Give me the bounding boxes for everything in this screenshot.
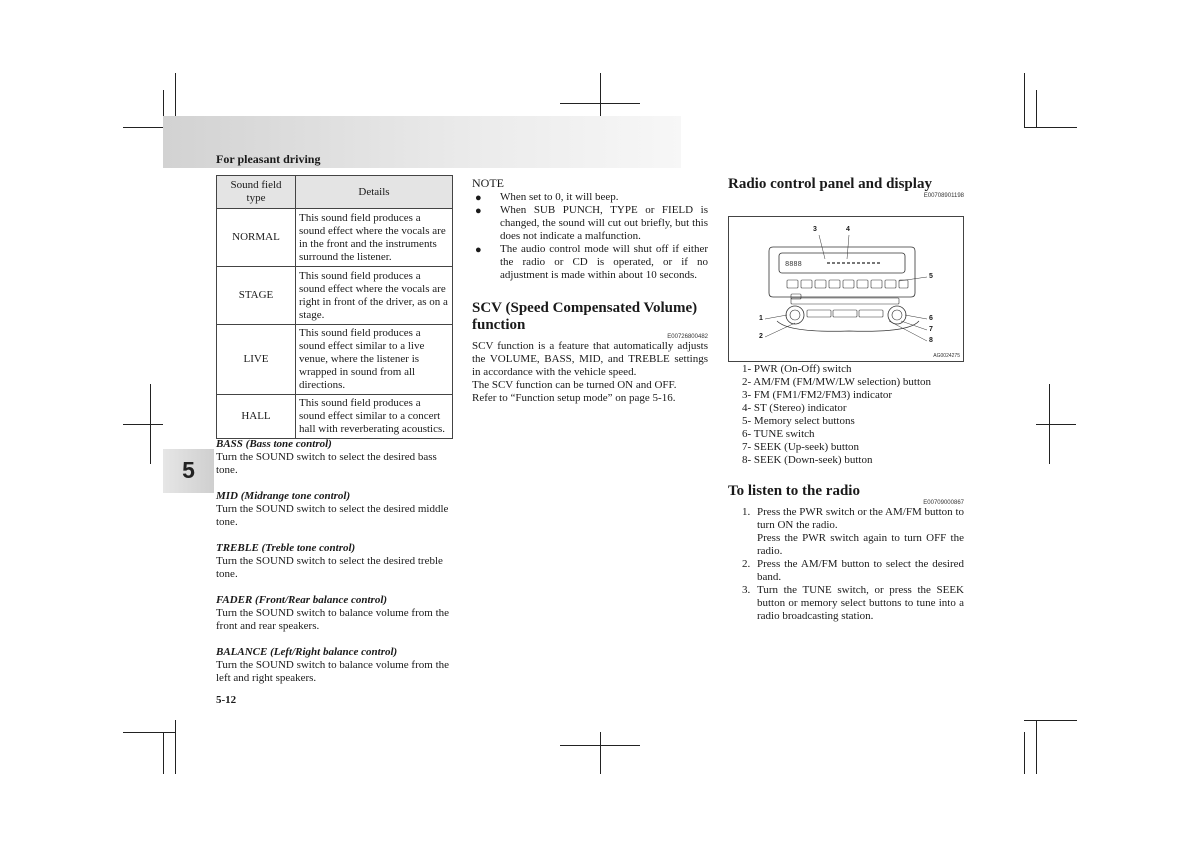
- radio-panel-heading: [728, 176, 964, 199]
- legend-item: 5- Memory select buttons: [742, 415, 855, 427]
- tone-control-text: Turn the SOUND switch to select the desired treble tone.: [216, 555, 443, 580]
- tone-control-text: Turn the SOUND switch to balance volume from the front and rear speakers.: [216, 607, 450, 632]
- sound-field-table: [216, 175, 453, 439]
- sound-field-type: LIVE: [217, 325, 296, 395]
- callout-5: 5: [929, 273, 933, 280]
- radio-figure: [728, 216, 964, 362]
- listen-step: 3. Turn the TUNE switch, or press the SEEK button or memory select buttons to tune into a radio broadcasting station.: [742, 584, 964, 622]
- tone-control-text: Turn the SOUND switch to select the desired middle tone.: [216, 503, 449, 528]
- callout-7: 7: [929, 326, 933, 333]
- legend-item: 7- SEEK (Up-seek) button: [742, 441, 860, 453]
- crop-mark: [175, 720, 176, 774]
- sound-field-type: STAGE: [217, 267, 296, 325]
- figure-code: AG0024275: [933, 353, 960, 359]
- radio-panel-title: Radio control panel and display: [728, 176, 932, 192]
- legend-item: 3- FM (FM1/FM2/FM3) indicator: [742, 389, 893, 401]
- callout-6: 6: [929, 315, 933, 322]
- scv-line: Refer to “Function setup mode” on page 5-16.: [472, 392, 676, 404]
- tone-control-title: BALANCE (Left/Right balance control): [216, 646, 398, 658]
- crop-mark: [1036, 424, 1076, 425]
- bullet-icon: ●: [475, 192, 482, 204]
- bullet-icon: ●: [475, 205, 482, 217]
- callout-2: 2: [759, 333, 763, 340]
- callout-4: 4: [846, 226, 850, 233]
- crop-mark: [163, 732, 164, 774]
- table-header-type: Sound field type: [217, 176, 296, 209]
- scv-line: The SCV function can be turned ON and OFF.: [472, 379, 677, 391]
- bullet-icon: ●: [475, 244, 482, 256]
- callout-8: 8: [929, 337, 933, 344]
- tone-control-block: [216, 490, 453, 529]
- note-item: ● The audio control mode will shut off if either the radio or CD is operated, or if no adjustment is made within about 10 seconds.: [475, 243, 708, 281]
- legend-item: 8- SEEK (Down-seek) button: [742, 454, 873, 466]
- crop-mark: [1024, 720, 1077, 721]
- listen-code: E00709000867: [923, 500, 964, 506]
- listen-step: 2. Press the AM/FM button to select the desired band.: [742, 558, 964, 583]
- radio-legend: [742, 363, 964, 467]
- legend-item: 1- PWR (On-Off) switch: [742, 363, 852, 375]
- table-row: [217, 395, 453, 439]
- scv-line: SCV function is a feature that automatically adjusts the VOLUME, BASS, MID, and TREBLE settings in accordance with the vehicle speed.: [472, 340, 708, 378]
- sound-field-details: This sound field produces a sound effect similar to a concert hall with reverberating acoustics.: [296, 395, 453, 439]
- table-header-details: Details: [296, 176, 453, 209]
- tone-control-text: Turn the SOUND switch to select the desired bass tone.: [216, 451, 437, 476]
- note-title: NOTE: [472, 176, 504, 190]
- scv-code: E00726800482: [667, 334, 708, 340]
- tone-control-block: [216, 438, 453, 477]
- callout-3: 3: [813, 226, 817, 233]
- tone-control-title: FADER (Front/Rear balance control): [216, 594, 388, 606]
- sound-field-details: This sound field produces a sound effect where the vocals are in the front and the instruments surround the listener.: [296, 209, 453, 267]
- tone-control-text: Turn the SOUND switch to balance volume from the left and right speakers.: [216, 659, 450, 684]
- listen-step: 1. Press the PWR switch or the AM/FM button to turn ON the radio. Press the PWR switch again to turn OFF the radio.: [742, 506, 964, 557]
- section-title: For pleasant driving: [216, 152, 321, 166]
- table-row: [217, 325, 453, 395]
- page-number: 5-12: [216, 694, 237, 706]
- note-list: [472, 191, 708, 282]
- tone-control-title: TREBLE (Treble tone control): [216, 542, 356, 554]
- legend-item: 6- TUNE switch: [742, 428, 815, 440]
- crop-mark: [1036, 720, 1037, 774]
- crop-mark: [1024, 73, 1025, 127]
- tone-control-block: [216, 594, 453, 633]
- sound-field-details: This sound field produces a sound effect similar to a live venue, where the listener is wrapped in sound from all directions.: [296, 325, 453, 395]
- crop-mark: [123, 732, 176, 733]
- listen-section: [728, 483, 964, 623]
- chapter-number: 5: [182, 457, 195, 483]
- scv-title: SCV (Speed Compensated Volume) function: [472, 300, 698, 333]
- crop-mark: [560, 103, 640, 104]
- note-box: [472, 177, 708, 282]
- callout-1: 1: [759, 315, 763, 322]
- sound-field-type: HALL: [217, 395, 296, 439]
- listen-steps: [728, 506, 964, 623]
- note-item: ● When set to 0, it will beep.: [475, 191, 619, 204]
- crop-mark: [600, 732, 601, 774]
- radio-illustration: [729, 217, 963, 361]
- scv-section: [472, 300, 708, 405]
- legend-item: 2- AM/FM (FM/MW/LW selection) button: [742, 376, 932, 388]
- sound-field-details: This sound field produces a sound effect where the vocals are right in front of the driver, as on a stage.: [296, 267, 453, 325]
- tone-control-title: MID (Midrange tone control): [216, 490, 351, 502]
- tone-control-title: BASS (Bass tone control): [216, 438, 332, 450]
- radio-panel-code: E00708901198: [923, 193, 964, 199]
- svg-text:8888: 8888: [785, 261, 802, 269]
- table-row: [217, 209, 453, 267]
- note-item: ● When SUB PUNCH, TYPE or FIELD is changed, the sound will cut out briefly, but this does not indicate a malfunction.: [475, 204, 708, 242]
- crop-mark: [123, 424, 163, 425]
- chapter-tab: [163, 449, 214, 493]
- tone-control-block: [216, 542, 453, 581]
- crop-mark: [1036, 90, 1037, 127]
- crop-mark: [560, 745, 640, 746]
- legend-item: 4- ST (Stereo) indicator: [742, 402, 847, 414]
- table-row: [217, 267, 453, 325]
- tone-controls: [216, 438, 453, 685]
- sound-field-type: NORMAL: [217, 209, 296, 267]
- listen-title: To listen to the radio: [728, 483, 860, 499]
- crop-mark: [1024, 127, 1077, 128]
- crop-mark: [1024, 732, 1025, 774]
- tone-control-block: [216, 646, 453, 685]
